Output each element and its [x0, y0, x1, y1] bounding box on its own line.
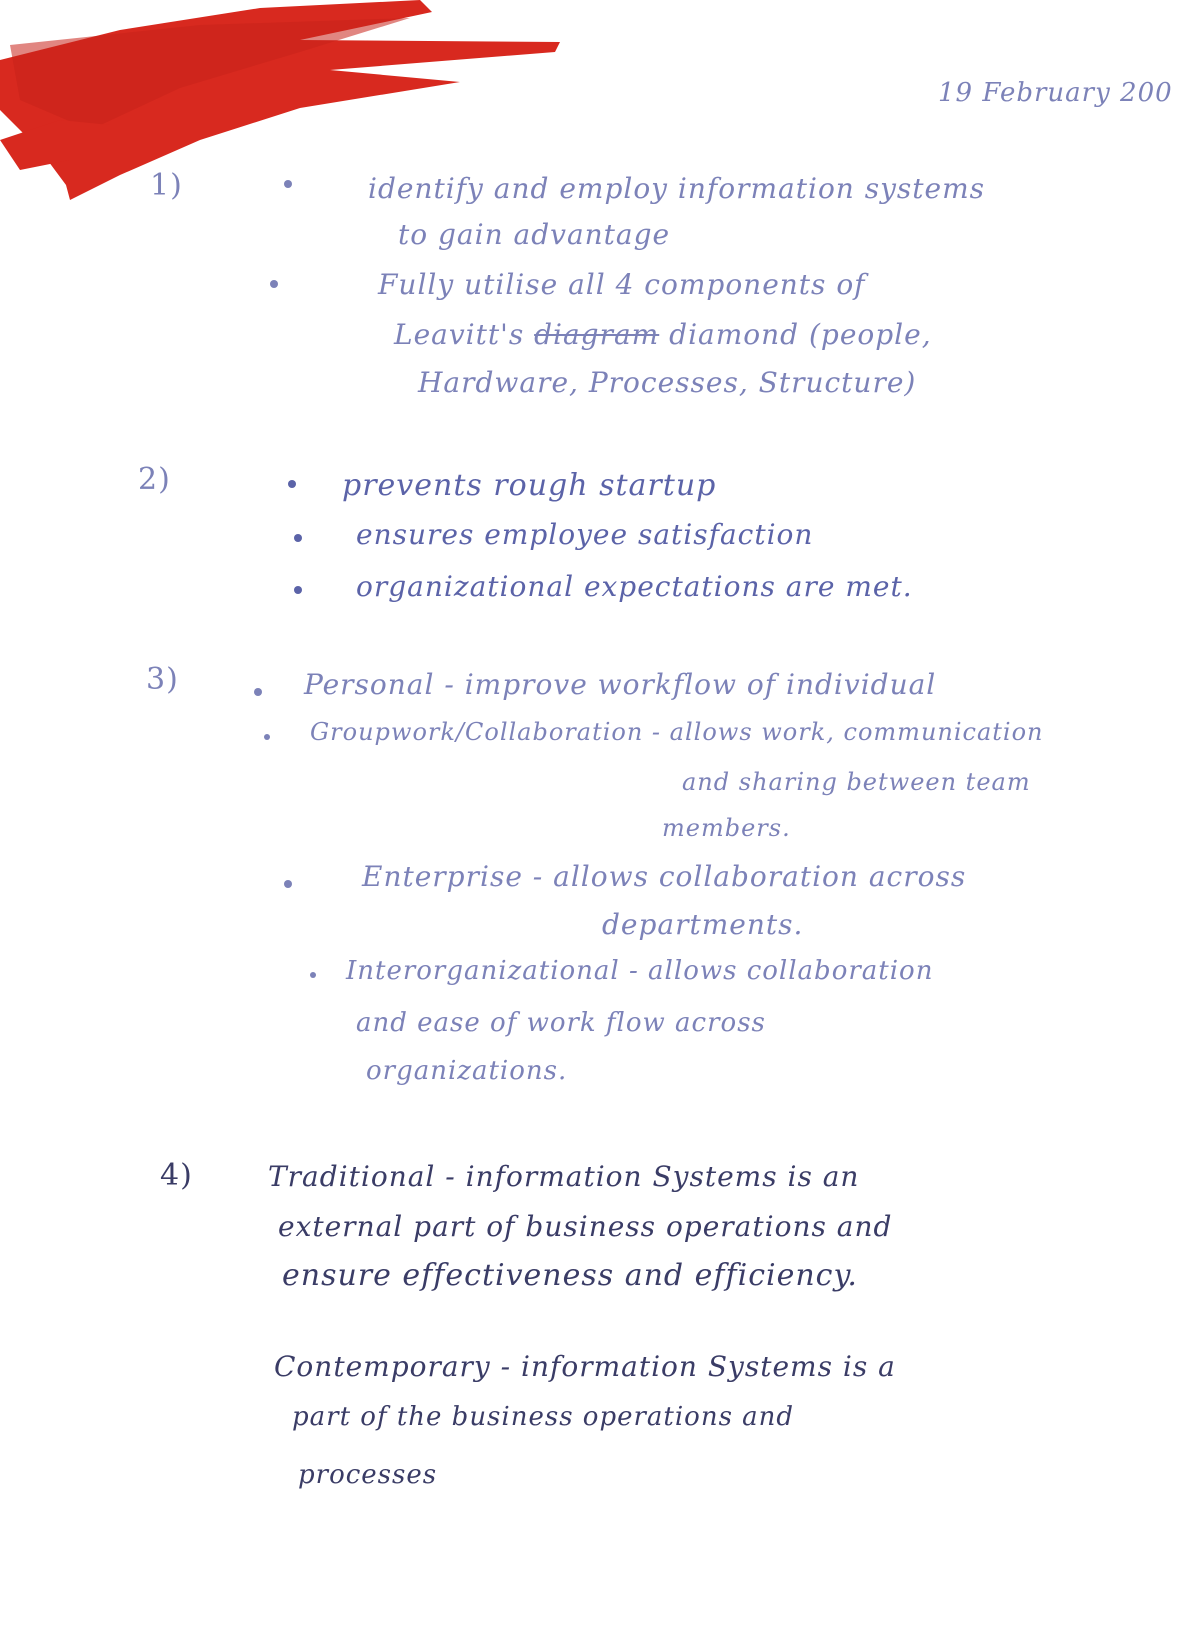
q3-b3-line2: departments.: [602, 908, 804, 941]
q4-p2-line1: Contemporary - information Systems is a: [274, 1350, 896, 1383]
q2-b2: ensures employee satisfaction: [356, 518, 814, 551]
q1-b2-line2-a: Leavitt's: [394, 318, 525, 351]
date-text: 19 February 200: [938, 78, 1173, 108]
q2-bullet-1: [288, 480, 296, 488]
q1-b1-line2: to gain advantage: [398, 218, 671, 251]
q4-p1-line3: ensure effectiveness and efficiency.: [282, 1258, 858, 1293]
q3-b2-line2: and sharing between team: [682, 768, 1031, 796]
q3-b4-line1: Interorganizational - allows collaboration: [346, 956, 934, 986]
q3-b3-line1: Enterprise - allows collaboration across: [362, 860, 967, 893]
q3-number: 3): [146, 662, 179, 697]
q2-bullet-3: [294, 586, 302, 594]
q4-p1-line2: external part of business operations and: [278, 1210, 893, 1243]
q3-bullet-3: [284, 880, 292, 888]
q2-b3: organizational expectations are met.: [356, 570, 913, 603]
q3-b4-line2: and ease of work flow across: [356, 1008, 766, 1038]
q4-p2-line2: part of the business operations and: [292, 1402, 795, 1432]
q2-bullet-2: [294, 534, 302, 542]
q1-bullet-1: [284, 180, 292, 188]
q4-p1-line1: Traditional - information Systems is an: [268, 1160, 860, 1193]
q3-b2-line1: Groupwork/Collaboration - allows work, communication: [310, 718, 1044, 746]
q3-bullet-1: [254, 688, 262, 696]
q4-number: 4): [160, 1158, 193, 1193]
q3-b2-line3: members.: [662, 814, 791, 842]
q2-b1: prevents rough startup: [342, 468, 717, 503]
q4-p2-line3: processes: [298, 1460, 438, 1490]
q1-b2-line2: [394, 318, 932, 351]
q1-b2-line1: Fully utilise all 4 components of: [378, 268, 866, 301]
q3-bullet-2: [264, 734, 270, 740]
q1-number: 1): [150, 168, 183, 203]
q3-b1: Personal - improve workflow of individual: [304, 668, 937, 701]
q1-struck-word: diagram: [534, 318, 660, 351]
q1-bullet-2: [270, 280, 278, 288]
q1-b2-line3: Hardware, Processes, Structure): [418, 366, 917, 399]
q1-b2-line2-b: diamond (people,: [669, 318, 932, 351]
q3-b4-line3: organizations.: [366, 1056, 568, 1086]
q1-b1-line1: identify and employ information systems: [368, 172, 986, 205]
q2-number: 2): [138, 462, 171, 497]
q3-bullet-4: [310, 972, 316, 978]
